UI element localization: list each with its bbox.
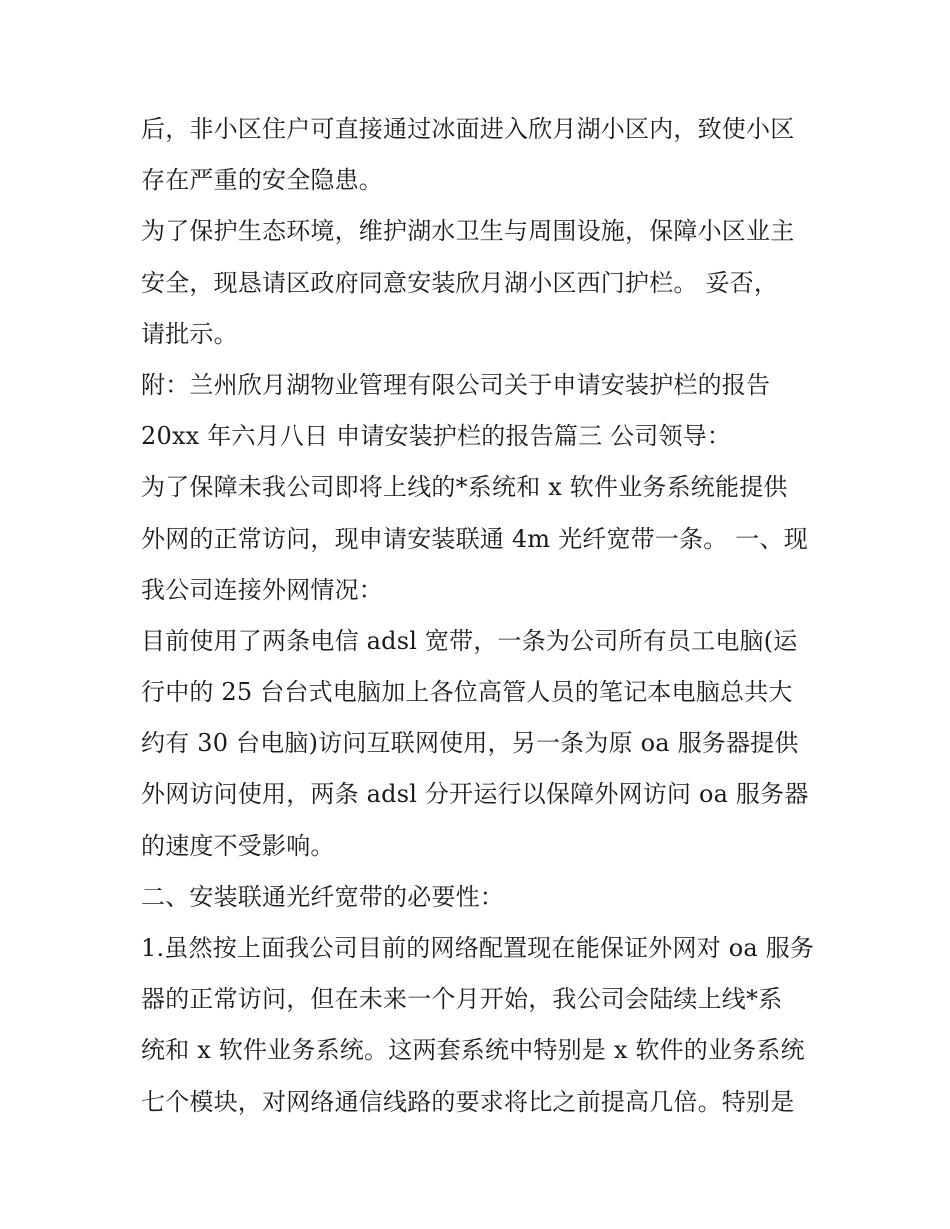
text-line: 统和 x 软件业务系统。这两套系统中特别是 x 软件的业务系统 <box>141 1036 805 1065</box>
text-line: 后，非小区住户可直接通过冰面进入欣月湖小区内，致使小区 <box>141 115 795 143</box>
text-line: 我公司连接外网情况： <box>141 575 383 604</box>
text-line: 二、安装联通光纤宽带的必要性： <box>141 882 504 911</box>
text-line: 为了保护生态环境，维护湖水卫生与周围设施，保障小区业主 <box>141 217 795 246</box>
text-line: 外网访问使用，两条 adsl 分开运行以保障外网访问 oa 服务器 <box>141 780 809 809</box>
text-line: 1.虽然按上面我公司目前的网络配置现在能保证外网对 oa 服务 <box>141 934 815 962</box>
text-line: 七个模块，对网络通信线路的要求将比之前提高几倍。特别是 <box>141 1087 795 1116</box>
text-line: 器的正常访问，但在未来一个月开始，我公司会陆续上线*系 <box>141 985 783 1014</box>
text-line: 约有 30 台电脑)访问互联网使用，另一条为原 oa 服务器提供 <box>141 729 799 758</box>
text-line: 存在严重的安全隐患。 <box>141 166 383 195</box>
text-line: 附：兰州欣月湖物业管理有限公司关于申请安装护栏的报告 <box>141 370 771 399</box>
text-line: 安全，现恳请区政府同意安装欣月湖小区西门护栏。 妥否， <box>141 268 779 297</box>
text-line: 的速度不受影响。 <box>141 831 335 860</box>
text-line: 请批示。 <box>141 319 238 348</box>
text-line: 为了保障未我公司即将上线的*系统和 x 软件业务系统能提供 <box>141 473 788 502</box>
text-line: 目前使用了两条电信 adsl 宽带，一条为公司所有员工电脑(运 <box>141 626 798 655</box>
text-line: 外网的正常访问，现申请安装联通 4m 光纤宽带一条。 一、现 <box>141 524 808 553</box>
text-line: 20xx 年六月八日 申请安装护栏的报告篇三 公司领导： <box>141 422 732 451</box>
document-page <box>141 104 821 1128</box>
text-line: 行中的 25 台台式电脑加上各位高管人员的笔记本电脑总共大 <box>141 678 793 707</box>
